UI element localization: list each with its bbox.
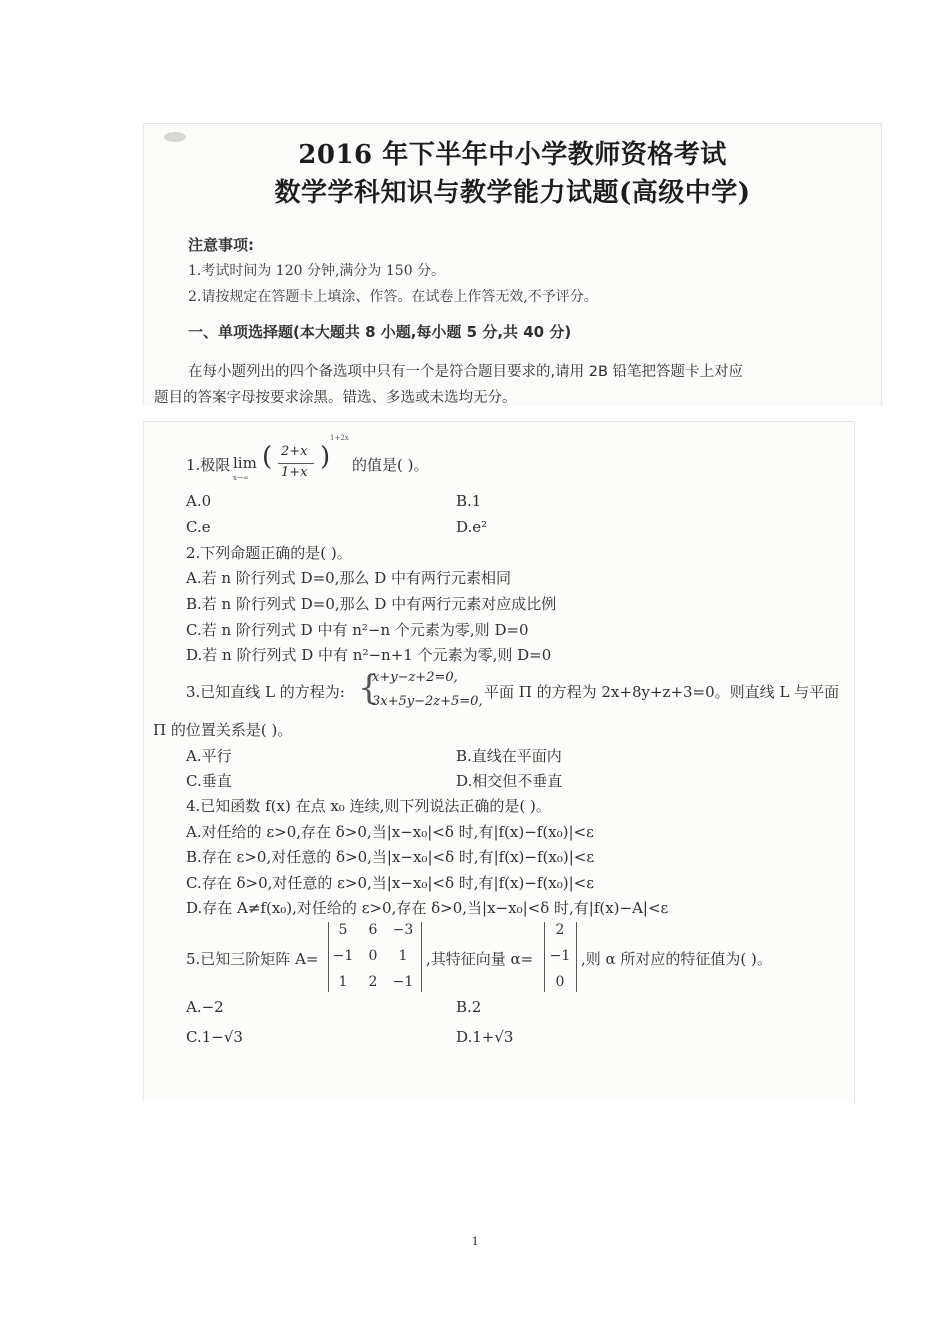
q1-suffix: 的值是( )。 [352, 456, 429, 474]
exam-header-scan [143, 123, 882, 406]
q5-vector-cell: −1 [549, 948, 571, 964]
q2-stem: 2.下列命题正确的是( )。 [186, 544, 352, 562]
q5-middle: ,其特征向量 α= [426, 950, 534, 968]
q3-brace: { [358, 668, 380, 708]
q4-option-a: A.对任给的 ε>0,存在 δ>0,当|x−x₀|<δ 时,有|f(x)−f(x₀)|<ε [186, 823, 594, 841]
questions-scan [143, 421, 855, 1102]
q5-prefix: 5.已知三阶矩阵 A= [186, 950, 319, 968]
exam-title-line-1: 2016 年下半年中小学教师资格考试 [298, 140, 727, 170]
q2-option-a: A.若 n 阶行列式 D=0,那么 D 中有两行元素相同 [186, 569, 512, 587]
q3-option-a: A.平行 [186, 747, 232, 765]
q3-option-d: D.相交但不垂直 [456, 772, 563, 790]
q5-vector-right-bar [576, 922, 577, 992]
q5-option-d: D.1+√3 [456, 1028, 514, 1046]
q5-matrix-cell: 2 [368, 974, 378, 990]
q1-option-a: A.0 [186, 492, 212, 510]
q2-option-d: D.若 n 阶行列式 D 中有 n²−n+1 个元素为零,则 D=0 [186, 646, 552, 664]
q1-left-paren: ( [262, 442, 273, 472]
q5-option-b: B.2 [456, 998, 482, 1016]
q5-matrix-cell: 1 [398, 948, 408, 964]
q5-matrix-cell: 0 [368, 948, 378, 964]
q4-option-b: B.存在 ε>0,对任意的 δ>0,当|x−x₀|<δ 时,有|f(x)−f(x₀)|<ε [186, 848, 595, 866]
q1-option-d: D.e² [456, 518, 488, 536]
q1-prefix: 1.极限 [186, 456, 231, 474]
q1-lim-subscript: x→∞ [233, 474, 249, 482]
q3-equation-2: 3x+5y−2z+5=0, [372, 694, 483, 709]
q5-matrix-cell: 5 [338, 922, 348, 938]
q5-vector-cell: 2 [555, 922, 565, 938]
q3-stem-line-2: Π 的位置关系是( )。 [153, 721, 293, 739]
q5-matrix-cell: 6 [368, 922, 378, 938]
q1-exponent: 1+2x [330, 434, 349, 442]
q3-option-c: C.垂直 [186, 772, 232, 790]
notice-item-2: 2.请按规定在答题卡上填涂、作答。在试卷上作答无效,不予评分。 [188, 289, 598, 305]
notice-heading: 注意事项: [188, 236, 254, 254]
q5-matrix-left-bar [328, 922, 329, 992]
q3-suffix: 平面 Π 的方程为 2x+8y+z+3=0。则直线 L 与平面 [484, 683, 840, 701]
q3-equation-1: x+y−z+2=0, [372, 670, 458, 685]
q1-fraction-bar [278, 463, 314, 464]
q1-numerator: 2+x [281, 444, 308, 459]
q5-vector-cell: 0 [555, 974, 565, 990]
q5-matrix-cell: −1 [392, 974, 414, 990]
q5-option-c: C.1−√3 [186, 1028, 243, 1046]
q5-vector-left-bar [544, 922, 545, 992]
q1-option-b: B.1 [456, 492, 482, 510]
q4-option-d: D.存在 A≠f(x₀),对任给的 ε>0,存在 δ>0,当|x−x₀|<δ 时,有|f(x)−A|<ε [186, 899, 669, 917]
instruction-line-2: 题目的答案字母按要求涂黑。错选、多选或未选均无分。 [154, 390, 517, 406]
q5-matrix-cell: −1 [332, 948, 354, 964]
q4-option-c: C.存在 δ>0,对任意的 ε>0,当|x−x₀|<δ 时,有|f(x)−f(x₀)|<ε [186, 874, 595, 892]
q1-denominator: 1+x [281, 465, 308, 480]
q2-option-c: C.若 n 阶行列式 D 中有 n²−n 个元素为零,则 D=0 [186, 621, 529, 639]
q5-matrix-right-bar [421, 922, 422, 992]
section-title: 一、单项选择题(本大题共 8 小题,每小题 5 分,共 40 分) [188, 323, 572, 341]
q5-matrix-cell: −3 [392, 922, 414, 938]
q1-right-paren: ) [320, 442, 331, 472]
notice-item-1: 1.考试时间为 120 分钟,满分为 150 分。 [188, 263, 446, 279]
q5-matrix-cell: 1 [338, 974, 348, 990]
q1-lim: lim [233, 454, 257, 472]
q4-stem: 4.已知函数 f(x) 在点 x₀ 连续,则下列说法正确的是( )。 [186, 797, 551, 815]
exam-title-line-2: 数学学科知识与教学能力试题(高级中学) [274, 178, 751, 208]
q3-prefix: 3.已知直线 L 的方程为: [186, 683, 345, 701]
q2-option-b: B.若 n 阶行列式 D=0,那么 D 中有两行元素对应成比例 [186, 595, 557, 613]
page-number: 1 [471, 1233, 479, 1248]
q5-option-a: A.−2 [186, 998, 224, 1016]
q3-option-b: B.直线在平面内 [456, 747, 562, 765]
q1-option-c: C.e [186, 518, 211, 536]
instruction-line-1: 在每小题列出的四个备选项中只有一个是符合题目要求的,请用 2B 铅笔把答题卡上对应 [188, 364, 743, 380]
q5-suffix: ,则 α 所对应的特征值为( )。 [581, 950, 772, 968]
